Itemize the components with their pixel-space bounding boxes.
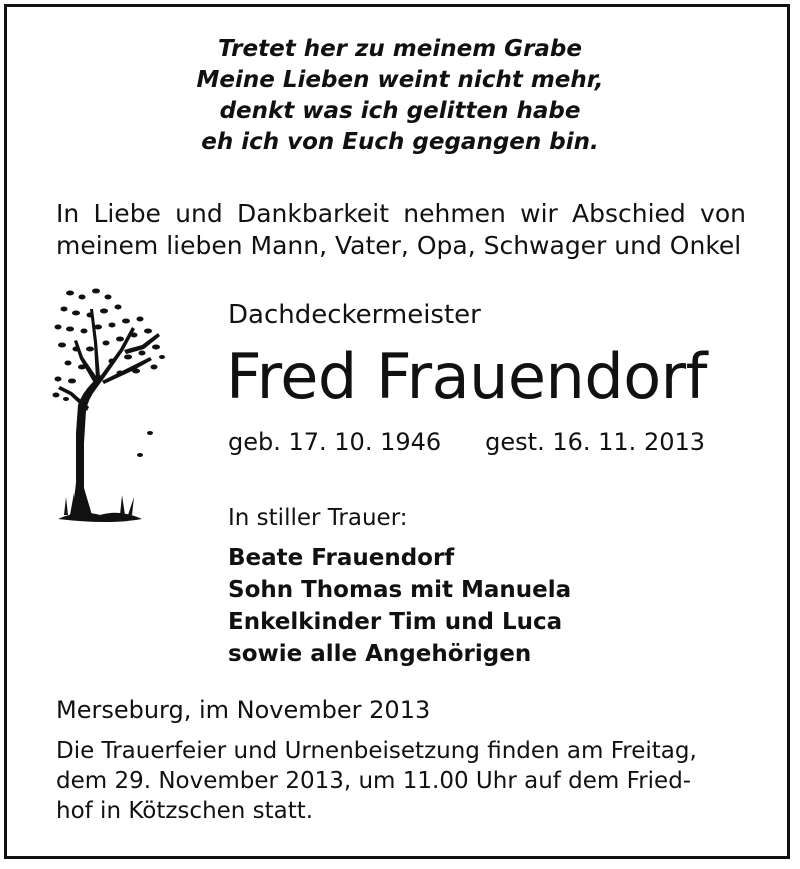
intro-word: und bbox=[175, 199, 223, 228]
service-line: hof in Kötzschen statt. bbox=[56, 798, 314, 824]
birth-date: geb. 17. 10. 1946 bbox=[228, 428, 442, 456]
mourner: Sohn Thomas mit Manuela bbox=[228, 577, 572, 603]
life-dates bbox=[228, 428, 705, 456]
poem-line: denkt was ich gelitten habe bbox=[219, 98, 581, 124]
mourner: Beate Frauendorf bbox=[228, 545, 455, 571]
poem-line: Tretet her zu meinem Grabe bbox=[218, 36, 582, 62]
intro-word: wir bbox=[520, 199, 558, 228]
mourner: sowie alle Angehörigen bbox=[228, 641, 532, 667]
intro-text bbox=[56, 198, 746, 262]
place-date: Merseburg, im November 2013 bbox=[56, 696, 431, 724]
intro-word: von bbox=[700, 199, 746, 228]
poem bbox=[0, 34, 800, 158]
intro-word: Abschied bbox=[572, 199, 686, 228]
mourning-heading: In stiller Trauer: bbox=[228, 505, 408, 531]
poem-line: eh ich von Euch gegangen bin. bbox=[201, 129, 599, 155]
intro-word: Dankbarkeit bbox=[236, 199, 390, 228]
mourner: Enkelkinder Tim und Luca bbox=[228, 609, 563, 635]
tree-icon bbox=[50, 283, 170, 528]
mourners-list bbox=[228, 542, 571, 670]
profession: Dachdeckermeister bbox=[228, 300, 481, 330]
service-line: dem 29. November 2013, um 11.00 Uhr auf dem Fried- bbox=[56, 768, 692, 794]
intro-line-1 bbox=[56, 198, 746, 230]
intro-line-2: meinem lieben Mann, Vater, Opa, Schwager und Onkel bbox=[56, 231, 742, 260]
death-date: gest. 16. 11. 2013 bbox=[485, 428, 706, 456]
intro-word: Liebe bbox=[93, 199, 161, 228]
intro-word: In bbox=[56, 199, 80, 228]
service-info bbox=[56, 736, 697, 826]
poem-line: Meine Lieben weint nicht mehr, bbox=[196, 67, 604, 93]
service-line: Die Trauerfeier und Urnenbeisetzung finden am Freitag, bbox=[56, 738, 697, 764]
deceased-name: Fred Frauendorf bbox=[226, 340, 707, 413]
intro-word: nehmen bbox=[403, 199, 506, 228]
